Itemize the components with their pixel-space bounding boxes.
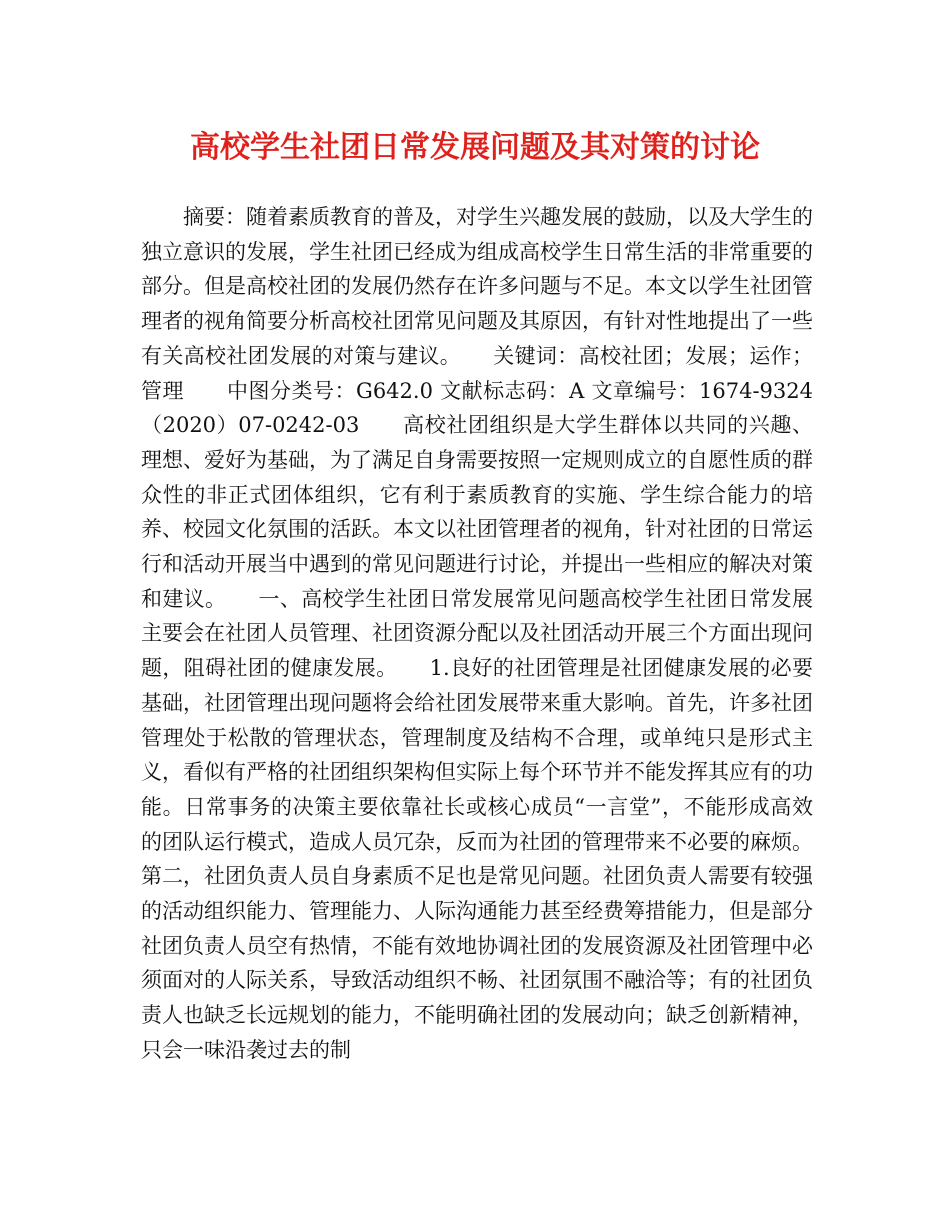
document-body: 摘要：随着素质教育的普及，对学生兴趣发展的鼓励，以及大学生的独立意识的发展，学生社团已经成为组成高校学生日常生活的非常重要的部分。但是高校社团的发展仍然存在许多问题与不足。本文以学生社团管理者的视角简要分析高校社团常见问题及其原因，有针对性地提出了一些有关高校社团发展的对策与建议。 关键词：高校社团；发展；运作；管理 中图分类号：G642.0 文献标志码：A 文章编号：1674-9324（2020）07-0242-03 高校社团组织是大学生群体以共同的兴趣、理想、爱好为基础，为了满足自身需要按照一定规则成立的自愿性质的群众性的非正式团体组织，它有利于素质教育的实施、学生综合能力的培养、校园文化氛围的活跃。本文以社团管理者的视角，针对社团的日常运行和活动开展当中遇到的常见问题进行讨论，并提出一些相应的解决对策和建议。 一、高校学生社团日常发展常见问题高校学生社团日常发展主要会在社团人员管理、社团资源分配以及社团活动开展三个方面出现问题，阻碍社团的健康发展。 1.良好的社团管理是社团健康发展的必要基础，社团管理出现问题将会给社团发展带来重大影响。首先，许多社团管理处于松散的管理状态，管理制度及结构不合理，或单纯只是形式主义，看似有严格的社团组织架构但实际上每个环节并不能发挥其应有的功能。日常事务的决策主要依靠社长或核心成员“一言堂”，不能形成高效的团队运行模式，造成人员冗杂，反而为社团的管理带来不必要的麻烦。第二，社团负责人员自身素质不足也是常见问题。社团负责人需要有较强的活动组织能力、管理能力、人际沟通能力甚至经费筹措能力，但是部分社团负责人员空有热情，不能有效地协调社团的发展资源及社团管理中必须面对的人际关系，导致活动组织不畅、社团氛围不融洽等；有的社团负责人也缺乏长远规划的能力，不能明确社团的发展动向；缺乏创新精神，只会一味沿袭过去的制 <box>141 205 813 1062</box>
document-title: 高校学生社团日常发展问题及其对策的讨论 <box>190 130 760 165</box>
